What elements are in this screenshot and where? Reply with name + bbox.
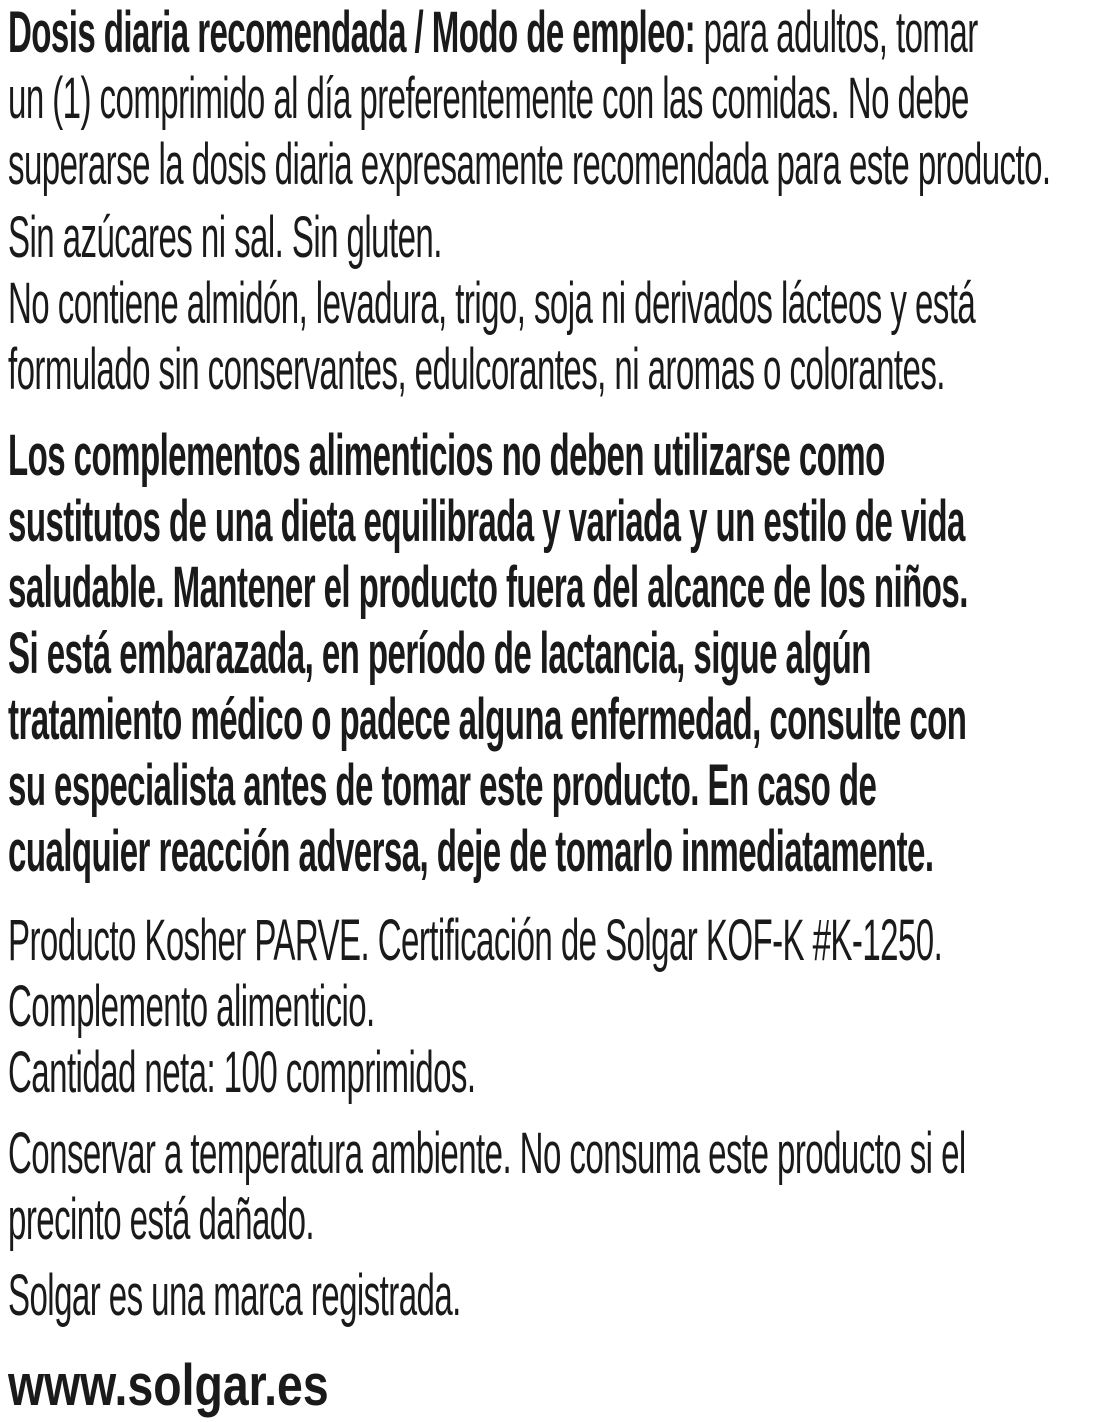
free-from-statement <box>8 205 1100 403</box>
warning-line-3: saludable. Mantener el producto fuera del alcance de los niños. <box>8 555 968 620</box>
storage-line-1: Conservar a temperatura ambiente. No consuma este producto si el <box>8 1121 966 1186</box>
free-from-line-2: No contiene almidón, levadura, trigo, soja ni derivados lácteos y está <box>8 271 976 336</box>
free-from-line-3: formulado sin conservantes, edulcorantes, ni aromas o colorantes. <box>8 337 945 402</box>
warning-line-1: Los complementos alimenticios no deben utilizarse como <box>8 423 885 488</box>
dosage-instructions <box>8 0 1100 198</box>
warning-line-7: cualquier reacción adversa, deje de tomarlo inmediatamente. <box>8 819 934 884</box>
dosage-heading: Dosis diaria recomendada / Modo de empleo: <box>8 0 696 65</box>
warning-line-6: su especialista antes de tomar este producto. En caso de <box>8 753 877 818</box>
warning-line-4: Si está embarazada, en período de lactancia, sigue algún <box>8 621 871 686</box>
kosher-line: Producto Kosher PARVE. Certificación de Solgar KOF-K #K-1250. <box>8 908 943 973</box>
trademark-notice <box>8 1263 1100 1329</box>
website <box>8 1353 1100 1419</box>
kosher-certification <box>8 908 1100 1106</box>
website-url: www.solgar.es <box>8 1353 329 1418</box>
free-from-line-1: Sin azúcares ni sal. Sin gluten. <box>8 205 442 270</box>
net-quantity-line: Cantidad neta: 100 comprimidos. <box>8 1040 476 1105</box>
dosage-line-2: un (1) comprimido al día preferentemente con las comidas. No debe <box>8 66 969 131</box>
warning-line-2: sustitutos de una dieta equilibrada y variada y un estilo de vida <box>8 489 965 554</box>
trademark-line: Solgar es una marca registrada. <box>8 1263 461 1328</box>
supplement-warning <box>8 423 1100 885</box>
dosage-line-3: superarse la dosis diaria expresamente recomendada para este producto. <box>8 132 1051 197</box>
dosage-line-1 <box>8 0 1100 66</box>
storage-line-2: precinto está dañado. <box>8 1187 315 1252</box>
dosage-line-1-rest: para adultos, tomar <box>695 0 978 65</box>
supplement-type-line: Complemento alimenticio. <box>8 974 375 1039</box>
storage-instructions <box>8 1121 1100 1253</box>
warning-line-5: tratamiento médico o padece alguna enfermedad, consulte con <box>8 687 967 752</box>
